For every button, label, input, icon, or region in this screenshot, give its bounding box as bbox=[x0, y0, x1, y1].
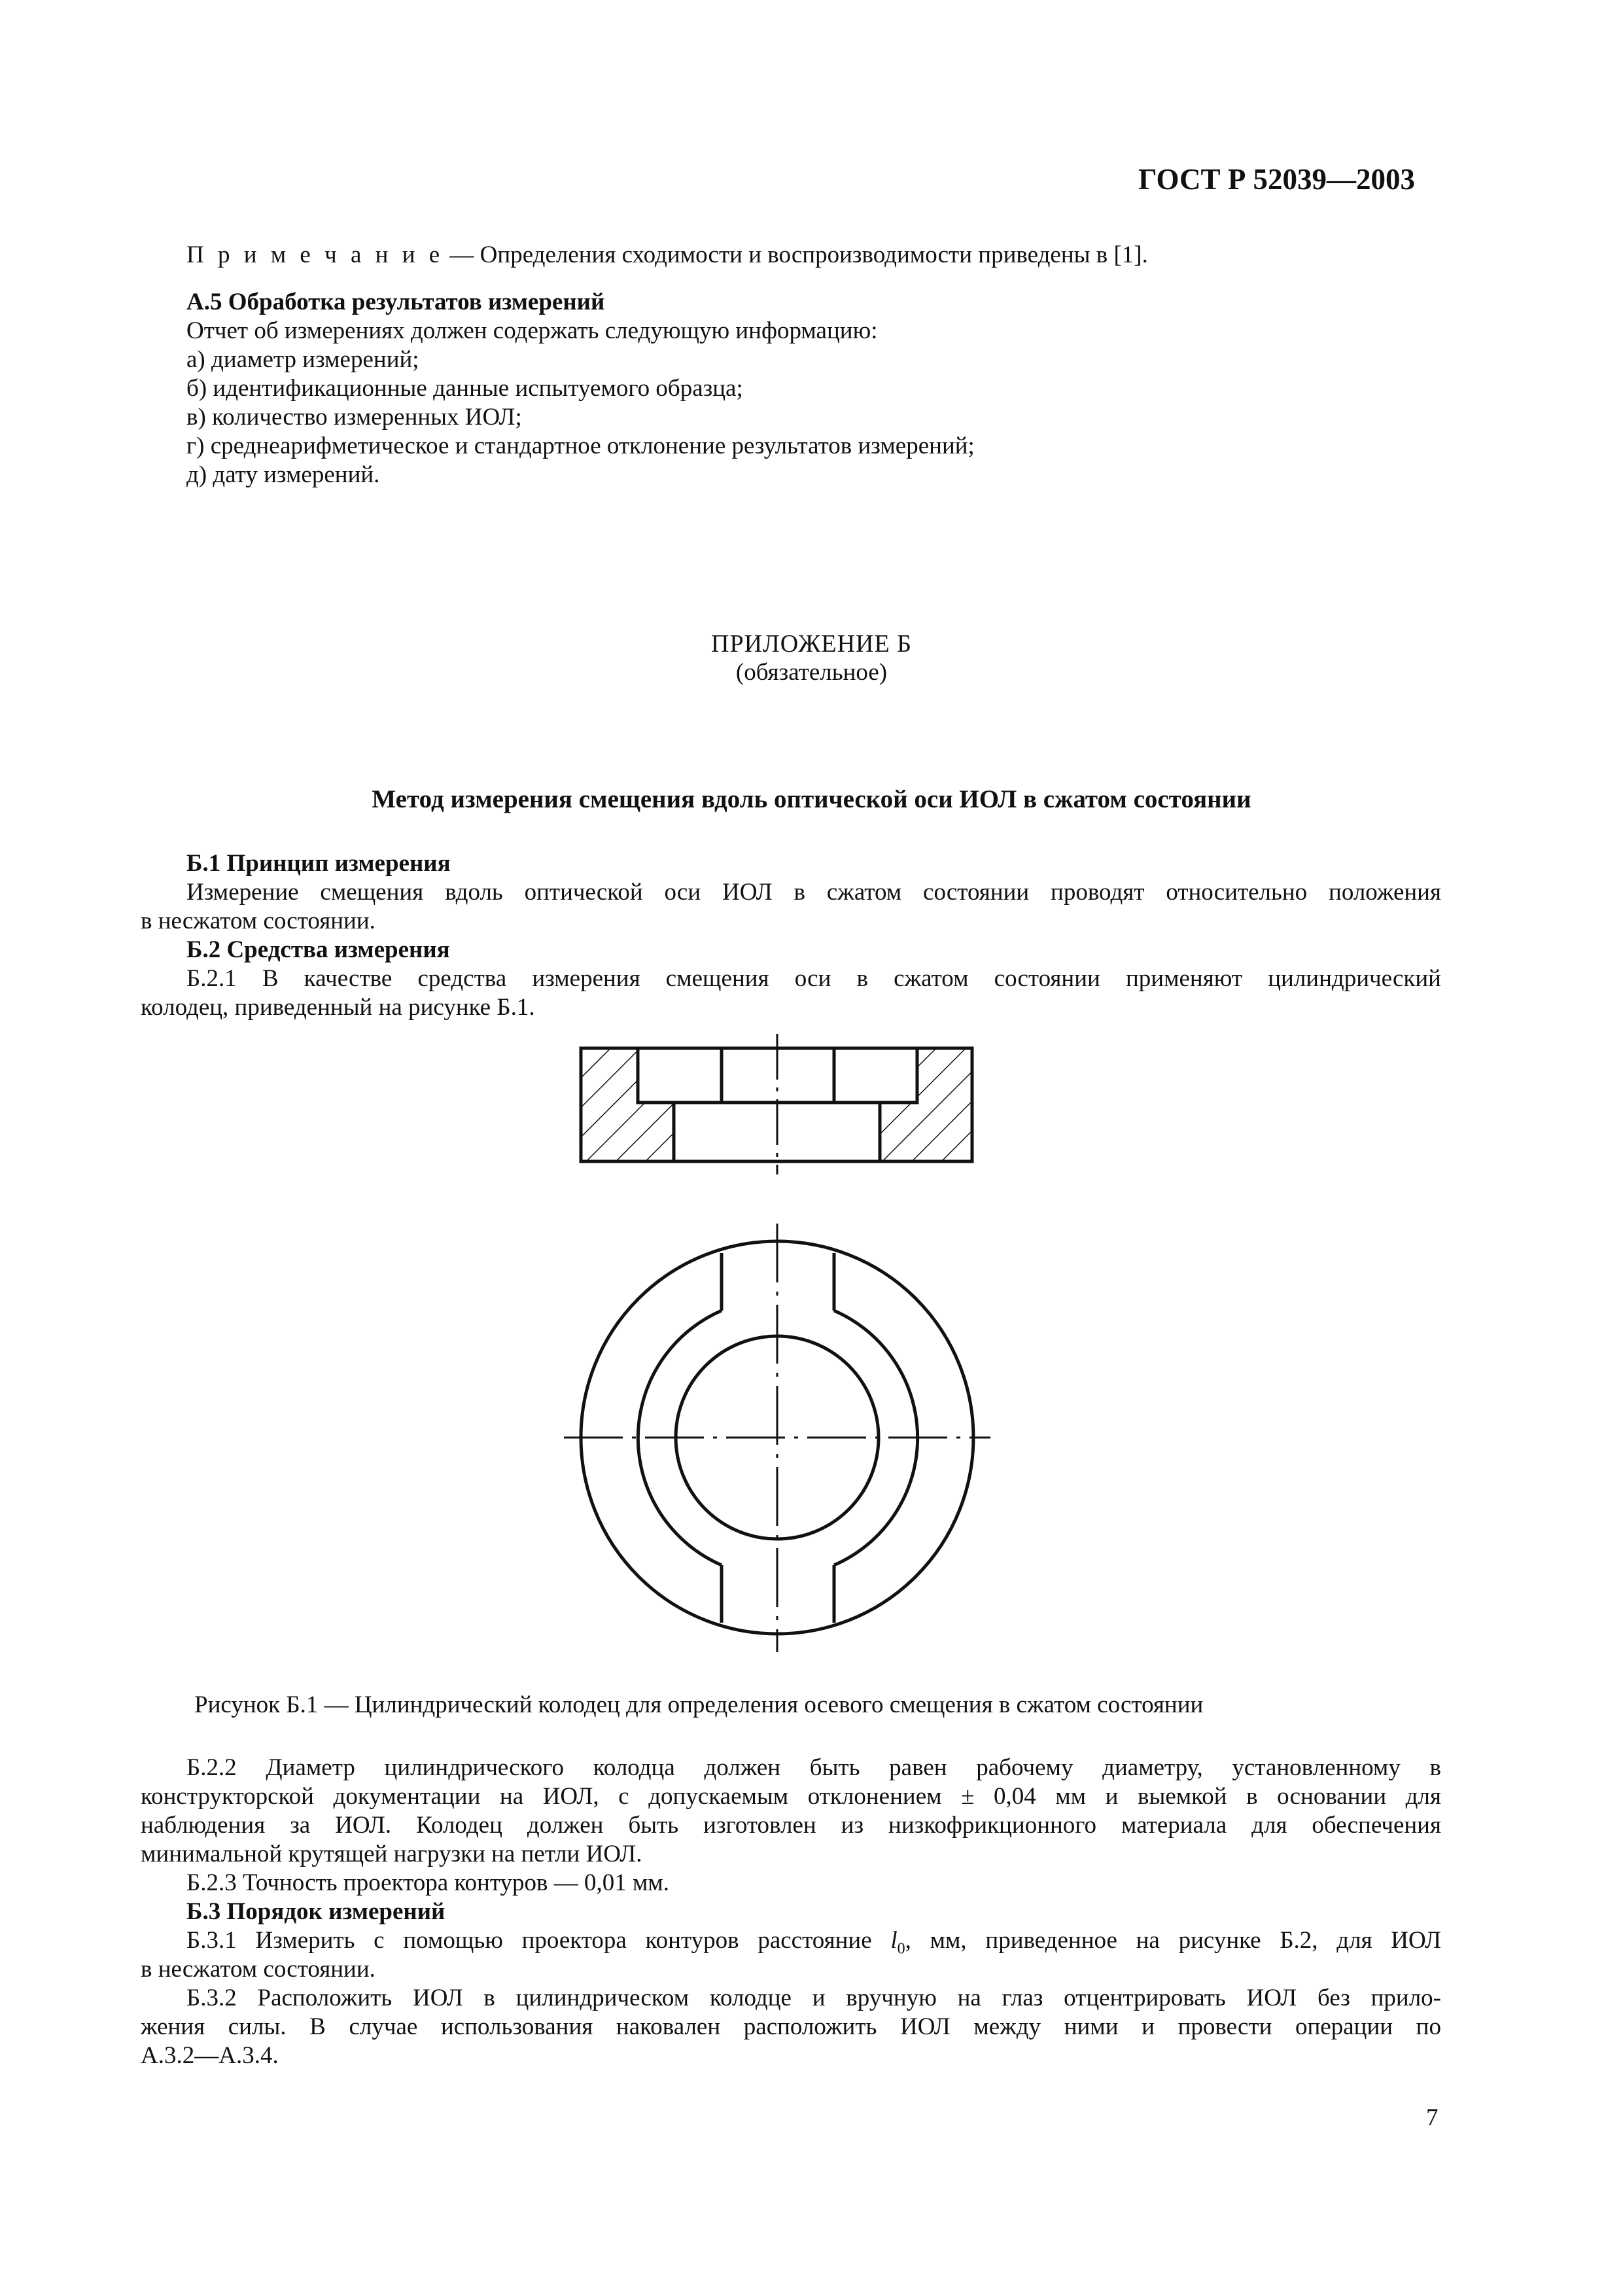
hatched-region-right bbox=[880, 1048, 972, 1161]
section-b21-line1: Б.2.1 В качестве средства измерения смещения оси в сжатом состоянии применяют цилиндрический bbox=[186, 965, 1441, 992]
section-b3-heading: Б.3 Порядок измерений bbox=[186, 1898, 445, 1925]
section-b22-line2: конструкторской документации на ИОЛ, с допускаемым отклонением ± 0,04 мм и выемкой в основании для bbox=[141, 1783, 1441, 1810]
section-b31-line2: в несжатом состоянии. bbox=[141, 1956, 375, 1983]
section-b21-line2: колодец, приведенный на рисунке Б.1. bbox=[141, 994, 535, 1021]
list-item: а) диаметр измерений; bbox=[186, 346, 419, 373]
list-item: д) дату измерений. bbox=[186, 461, 380, 488]
section-b1-text-line2: в несжатом состоянии. bbox=[141, 908, 375, 934]
variable-subscript: 0 bbox=[897, 1940, 905, 1958]
section-b22-line3: наблюдения за ИОЛ. Колодец должен быть изготовлен из низкофрикционного материала для обеспечения bbox=[141, 1812, 1441, 1839]
section-b22-line1: Б.2.2 Диаметр цилиндрического колодца должен быть равен рабочему диаметру, установленному в bbox=[186, 1754, 1441, 1781]
appendix-status: (обязательное) bbox=[735, 659, 888, 686]
note-text: — Определения сходимости и воспроизводимости приведены в [1]. bbox=[449, 241, 1148, 268]
section-b32-line2: жения силы. В случае использования наковален расположить ИОЛ между ними и провести операции по bbox=[141, 2013, 1441, 2040]
section-b2-heading: Б.2 Средства измерения bbox=[186, 936, 450, 963]
b31-text-pre: Б.3.1 Измерить с помощью проектора контуров расстояние bbox=[186, 1927, 891, 1954]
b31-text-post: , мм, приведенное на рисунке Б.2, для ИОЛ bbox=[905, 1927, 1442, 1954]
section-a5-heading: А.5 Обработка результатов измерений bbox=[186, 289, 605, 315]
section-b32-line1: Б.3.2 Расположить ИОЛ в цилиндрическом колодце и вручную на глаз отцентрировать ИОЛ без прило- bbox=[186, 1985, 1441, 2011]
list-item: б) идентификационные данные испытуемого образца; bbox=[186, 375, 743, 402]
document-code: ГОСТ Р 52039—2003 bbox=[1138, 163, 1416, 196]
section-b32-line3: А.3.2—А.3.4. bbox=[141, 2042, 279, 2069]
section-a5-intro: Отчет об измерениях должен содержать следующую информацию: bbox=[186, 317, 878, 344]
section-b22-line4: минимальной крутящей нагрузки на петли ИОЛ. bbox=[141, 1841, 642, 1867]
hatched-region-left bbox=[581, 1048, 674, 1161]
appendix-title: ПРИЛОЖЕНИЕ Б bbox=[711, 630, 912, 658]
section-b1-text-line1: Измерение смещения вдоль оптической оси ИОЛ в сжатом состоянии проводят относительно положения bbox=[186, 879, 1441, 906]
section-b1-heading: Б.1 Принцип измерения bbox=[186, 850, 451, 877]
note-label: П р и м е ч а н и е bbox=[186, 241, 444, 268]
page-number: 7 bbox=[1426, 2104, 1439, 2131]
figure-caption: Рисунок Б.1 — Цилиндрический колодец для определения осевого смещения в сжатом состоянии bbox=[194, 1691, 1204, 1718]
list-item: в) количество измеренных ИОЛ; bbox=[186, 404, 522, 431]
method-title: Метод измерения смещения вдоль оптической оси ИОЛ в сжатом состоянии bbox=[372, 785, 1251, 813]
section-b23: Б.2.3 Точность проектора контуров — 0,01 мм. bbox=[186, 1869, 670, 1896]
variable-l: l bbox=[890, 1927, 898, 1954]
list-item: г) среднеарифметическое и стандартное отклонение результатов измерений; bbox=[186, 433, 975, 459]
